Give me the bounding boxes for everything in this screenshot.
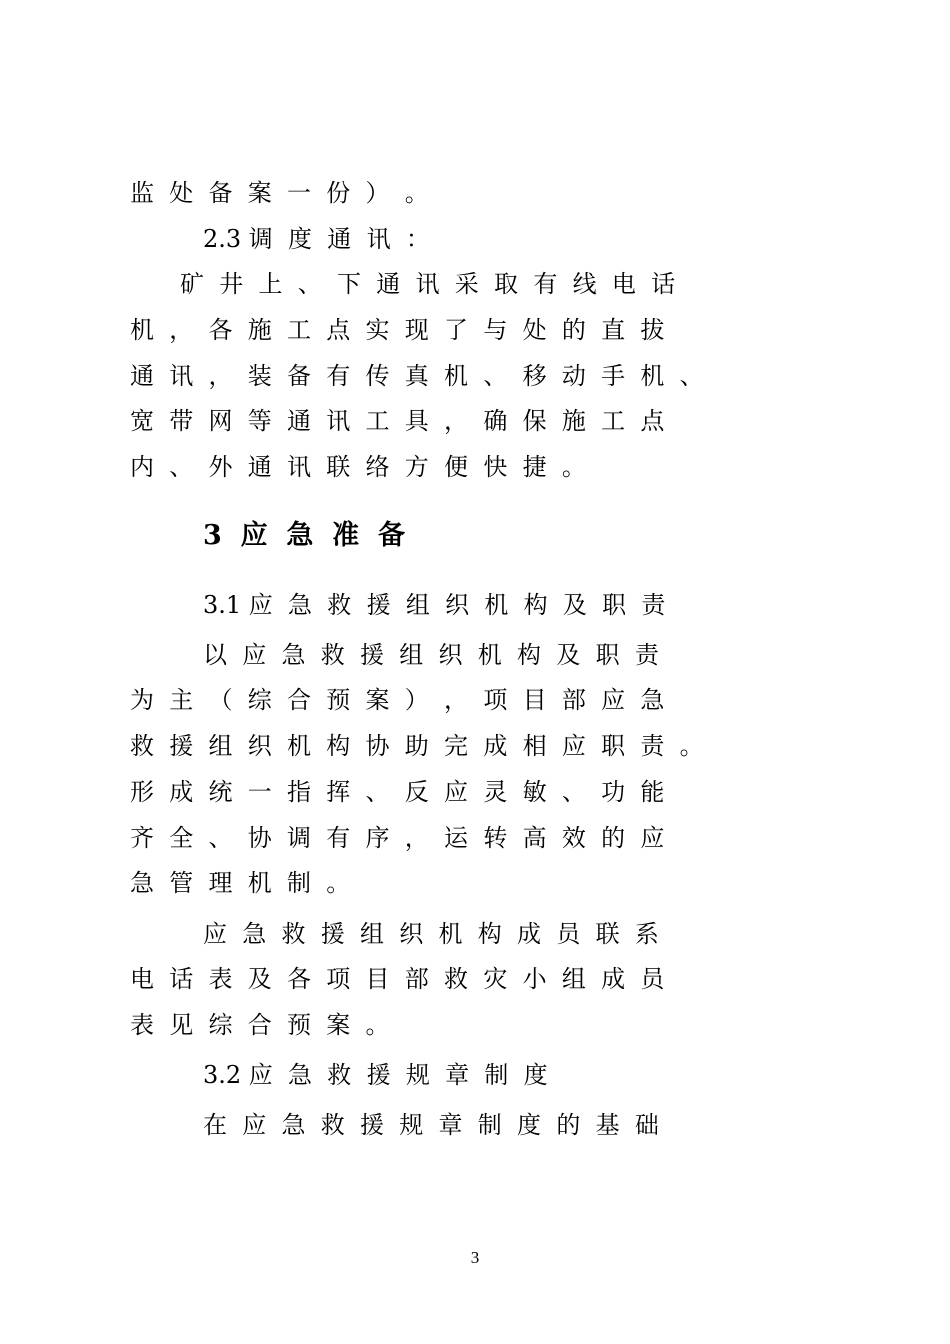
section-3-2-title: 3.2 应 急 救 援 规 章 制 度 (203, 1061, 548, 1089)
text-line-9: 以 应 急 救 援 组 织 机 构 及 职 责 (203, 641, 659, 669)
text-line-11: 救 援 组 织 机 构 协 助 完 成 相 应 职 责 。 (130, 732, 704, 760)
text-line-19: 在 应 急 救 援 规 章 制 度 的 基 础 (203, 1111, 659, 1139)
text-line-5: 通 讯 ， 装 备 有 传 真 机 、 移 动 手 机 、 (130, 362, 704, 390)
section-2-3-title: 2.3 调 度 通 讯 ： (203, 225, 430, 253)
text-line-15: 应 急 救 援 组 织 机 构 成 员 联 系 (203, 920, 659, 948)
page-number: 3 (470, 1248, 480, 1267)
text-line-14: 急 管 理 机 制 。 (130, 869, 351, 897)
text-line-17: 表 见 综 合 预 案 。 (130, 1011, 390, 1039)
text-line-12: 形 成 统 一 指 挥 、 反 应 灵 敏 、 功 能 (130, 778, 665, 806)
text-line-10: 为 主 （ 综 合 预 案 ） ， 项 目 部 应 急 (130, 686, 665, 714)
text-line-1: 监 处 备 案 一 份 ） 。 (130, 179, 429, 207)
text-line-3: 矿 井 上 、 下 通 讯 采 取 有 线 电 话 (180, 270, 676, 298)
text-line-13: 齐 全 、 协 调 有 序 ， 运 转 高 效 的 应 (130, 824, 665, 852)
text-line-7: 内 、 外 通 讯 联 络 方 便 快 捷 。 (130, 453, 586, 481)
text-line-4: 机 ， 各 施 工 点 实 现 了 与 处 的 直 拔 (130, 316, 665, 344)
text-line-6: 宽 带 网 等 通 讯 工 具 ， 确 保 施 工 点 (130, 407, 665, 435)
section-3-1-title: 3.1 应 急 救 援 组 织 机 构 及 职 责 (203, 591, 666, 619)
section-3-heading: 3 应 急 准 备 (203, 520, 405, 551)
text-line-16: 电 话 表 及 各 项 目 部 救 灾 小 组 成 员 (130, 965, 665, 993)
